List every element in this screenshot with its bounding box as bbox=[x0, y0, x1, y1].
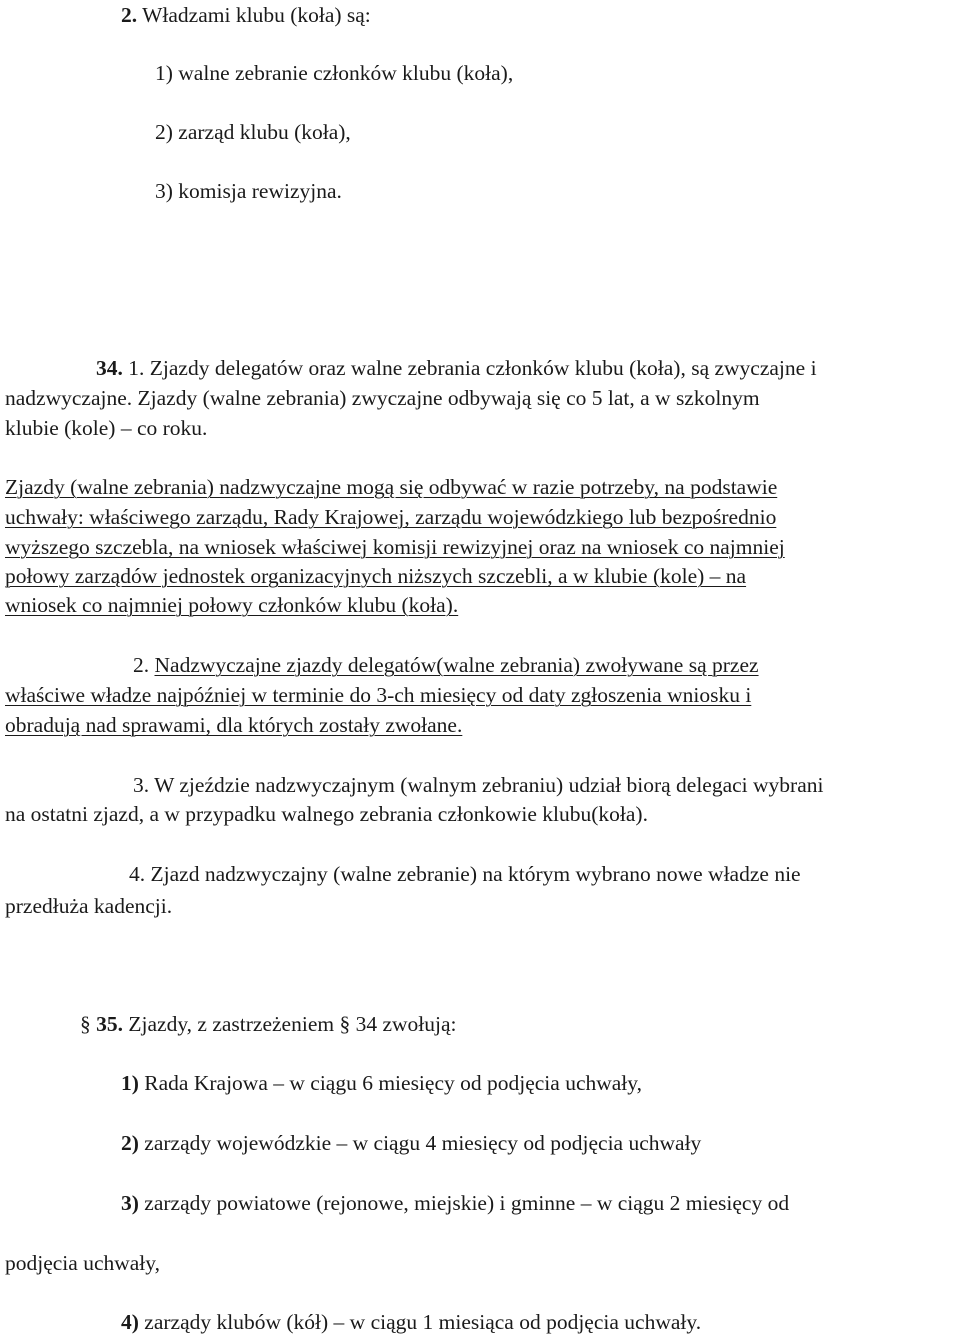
paragraph-34-4-line: przedłuża kadencji. bbox=[5, 894, 173, 918]
paragraph-34-2-line: właściwe władze najpóźniej w terminie do 3-ch miesięcy od daty zgłoszenia wniosku i bbox=[5, 683, 752, 707]
heading-text: Władzami klubu (koła) są: bbox=[142, 3, 371, 27]
paragraph-34-extraordinary-line: wyższego szczebla, na wniosek właściwej komisji rewizyjnej oraz na wniosek co najmniej bbox=[5, 535, 785, 559]
paragraph-34-extraordinary-line: Zjazdy (walne zebrania) nadzwyczajne mogą się odbywać w razie potrzeby, na podstawie bbox=[5, 475, 778, 499]
list-item bbox=[121, 1070, 642, 1096]
list-item bbox=[121, 1130, 701, 1156]
list-item-text: Rada Krajowa – w ciągu 6 miesięcy od podjęcia uchwały, bbox=[144, 1071, 643, 1095]
paragraph-34-3-line: 3. W zjeździe nadzwyczajnym (walnym zebraniu) udział biorą delegaci wybrani bbox=[133, 773, 824, 797]
heading-number: 2. bbox=[121, 3, 138, 27]
point-number: 2. bbox=[133, 653, 150, 677]
list-item-continuation: podjęcia uchwały, bbox=[5, 1251, 161, 1275]
list-item-number: 1) bbox=[121, 1071, 139, 1095]
list-item-text: zarządy powiatowe (rejonowe, miejskie) i gminne – w ciągu 2 miesięcy od bbox=[144, 1191, 790, 1215]
paragraph-text: Zjazdy, z zastrzeżeniem § 34 zwołują: bbox=[128, 1012, 457, 1036]
list-item-number: 2) bbox=[121, 1131, 139, 1155]
paragraph-34-line: nadzwyczajne. Zjazdy (walne zebrania) zwyczajne odbywają się co 5 lat, a w szkolnym bbox=[5, 386, 760, 410]
paragraph-number: 34. bbox=[96, 356, 123, 380]
paragraph-34-extraordinary-line: wniosek co najmniej połowy członków klubu (koła). bbox=[5, 593, 459, 617]
paragraph-34-2-line bbox=[133, 652, 759, 678]
paragraph-34-line bbox=[96, 355, 817, 381]
paragraph-number: 35. bbox=[96, 1012, 123, 1036]
paragraph-35-heading bbox=[80, 1011, 457, 1037]
list-item-text: zarządy klubów (kół) – w ciągu 1 miesiąca od podjęcia uchwały. bbox=[144, 1310, 702, 1334]
paragraph-34-4-line: 4. Zjazd nadzwyczajny (walne zebranie) na którym wybrano nowe władze nie bbox=[129, 862, 801, 886]
paragraph-34-extraordinary-line: połowy zarządów jednostek organizacyjnych niższych szczebli, a w klubie (kole) – na bbox=[5, 564, 747, 588]
list-item: 3) komisja rewizyjna. bbox=[155, 179, 342, 203]
paragraph-34-3-line: na ostatni zjazd, a w przypadku walnego zebrania członkowie klubu(koła). bbox=[5, 802, 648, 826]
section-heading bbox=[121, 2, 371, 28]
paragraph-text: 1. Zjazdy delegatów oraz walne zebrania członków klubu (koła), są zwyczajne i bbox=[128, 356, 817, 380]
paragraph-34-line: klubie (kole) – co roku. bbox=[5, 416, 208, 440]
list-item bbox=[121, 1190, 789, 1216]
list-item-number: 4) bbox=[121, 1310, 139, 1334]
paragraph-34-extraordinary-line: uchwały: właściwego zarządu, Rady Krajowej, zarządu wojewódzkiego lub bezpośrednio bbox=[5, 505, 777, 529]
point-text: Nadzwyczajne zjazdy delegatów(walne zebrania) zwoływane są przez bbox=[154, 653, 759, 677]
list-item: 2) zarząd klubu (koła), bbox=[155, 120, 351, 144]
section-sign-icon: § bbox=[80, 1012, 91, 1036]
paragraph-34-2-line: obradują nad sprawami, dla których zostały zwołane. bbox=[5, 713, 463, 737]
list-item: 1) walne zebranie członków klubu (koła), bbox=[155, 61, 514, 85]
list-item-text: zarządy wojewódzkie – w ciągu 4 miesięcy od podjęcia uchwały bbox=[144, 1131, 702, 1155]
list-item-number: 3) bbox=[121, 1191, 139, 1215]
list-item bbox=[121, 1309, 701, 1335]
